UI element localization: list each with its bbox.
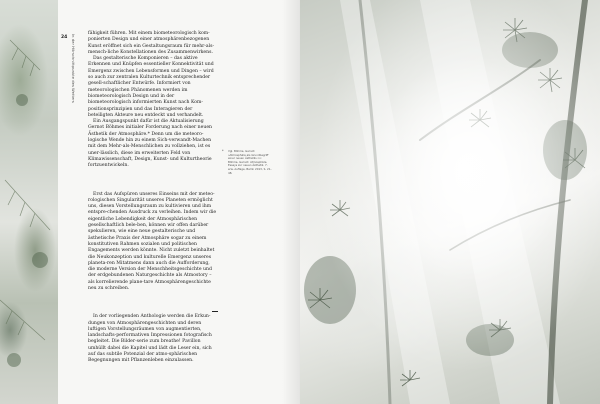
- right-page-photo: [300, 0, 600, 404]
- paragraph-gap: [88, 170, 218, 192]
- main-text-column: [88, 31, 218, 365]
- page-number: 24: [61, 35, 68, 40]
- section-dash: [212, 311, 218, 312]
- body-paragraph-1: fähigkeit führen. Mit einem biometeorologisch kom-ponierten Design und einer atmosphärenbezogenen Kunst eröffnet sich ein Gestaltungsraum für mehr-als-mensch-liche Konstellationen des Zusammenwirkens.: [88, 31, 215, 55]
- body-paragraph-4: Erst das Aufspüren unseres Einseins mit der meteo-rologischen Singularität unseres Planeten ermöglicht uns, diesen Vorstellungsraum zu kultivieren und ihm entspre-chenden Ausdruck zu verleihen. Indem wir die eigentliche Lebendigkeit der Atmosphärischen gesellschaftlich bele-ben, können wir offen darüber spekulieren, wie eine neue gestalterische und ästhetische Praxis der Atmosphäre sogar zu einem konstitutiven Rahmen sozialen und politischen Engagements werden könnte. Nicht zuletzt beinhaltet die Neukonzeption und kulturelle Emergenz unseres planeta-ren Mitatmens dann auch die Aufforderung, die moderne Version der Menschheitsgeschichte und der erdgebundenen Naturgeschichte als Atmostory – als korrelierende plane-tare Atmosphärengeschichte neu zu schreiben.: [88, 191, 217, 291]
- footnote-marker: *: [222, 149, 224, 153]
- paragraph-gap: [88, 292, 218, 314]
- body-paragraph-5: In der vorliegenden Anthologie werden die Erkun-dungen von Atmosphärengeschichten und deren luftigen Vorstellungsräumen von augmentierten, landschafts-performativen Impressionen fotografisch begleitet. Die Bilder-serie zum breathe! Pavillon umhüllt dabei die Kapitel und lädt die Leser ein, sich auf das subtile Potenzial der atmo-sphärischen Begegnungen mit Pflanzenleben einzulassen.: [88, 314, 212, 364]
- body-paragraph-2: Das gestalterische Komponieren – das aktive Erkennen und Knüpfen essentieller Konnektivität und Emergenz zwischen Lebensformen und Dingen – wird so auch zur zentralen Kulturtechnik entsprechender gesell-schaftlicher Entwürfe. Informiert von meteorologischen Phänomenen werden im biometeorologisch Design und in der biometeorologisch informierten Kunst nach Kom-positionsprinzipien und das Interagieren der beteiligten Akteure neu entdeckt und verhandelt.: [88, 56, 214, 118]
- footnote-text: Vgl. Böhme, Gernot: »Atmosphäre als Grundbegriff einer neuen Ästhetik« in: Böhme, Gernot: Atmosphäre. Essays zur neuen Ästhetik. 7. erw. Auflage, Berlin 2013, S. 21–48.: [228, 149, 272, 175]
- foliage-strip-graphic: [0, 0, 58, 404]
- running-title: In der Hörschnittpunkte des Wetters: [71, 34, 75, 103]
- gutter-shadow: [282, 0, 300, 404]
- body-paragraph-3: Ein Ausgangspunkt dafür ist die Aktualisierung Gernot Böhmes initialer Forderung nach einer neuen Ästhetik der Atmosphäre.* Denn um die meteoro-logische Wende hin zu einem Sich-verwandt-Machen mit dem Mehr-als-Menschlichen zu vollziehen, ist es uner-lässlich, diese im erweiterten Feld von Klimawissenschaft, Design, Kunst- und Kulturtheorie fortzuentwickeln.: [88, 119, 212, 169]
- sidenote: [222, 149, 272, 175]
- photo-strip-left: [0, 0, 58, 404]
- pine-branches-graphic: [300, 0, 600, 404]
